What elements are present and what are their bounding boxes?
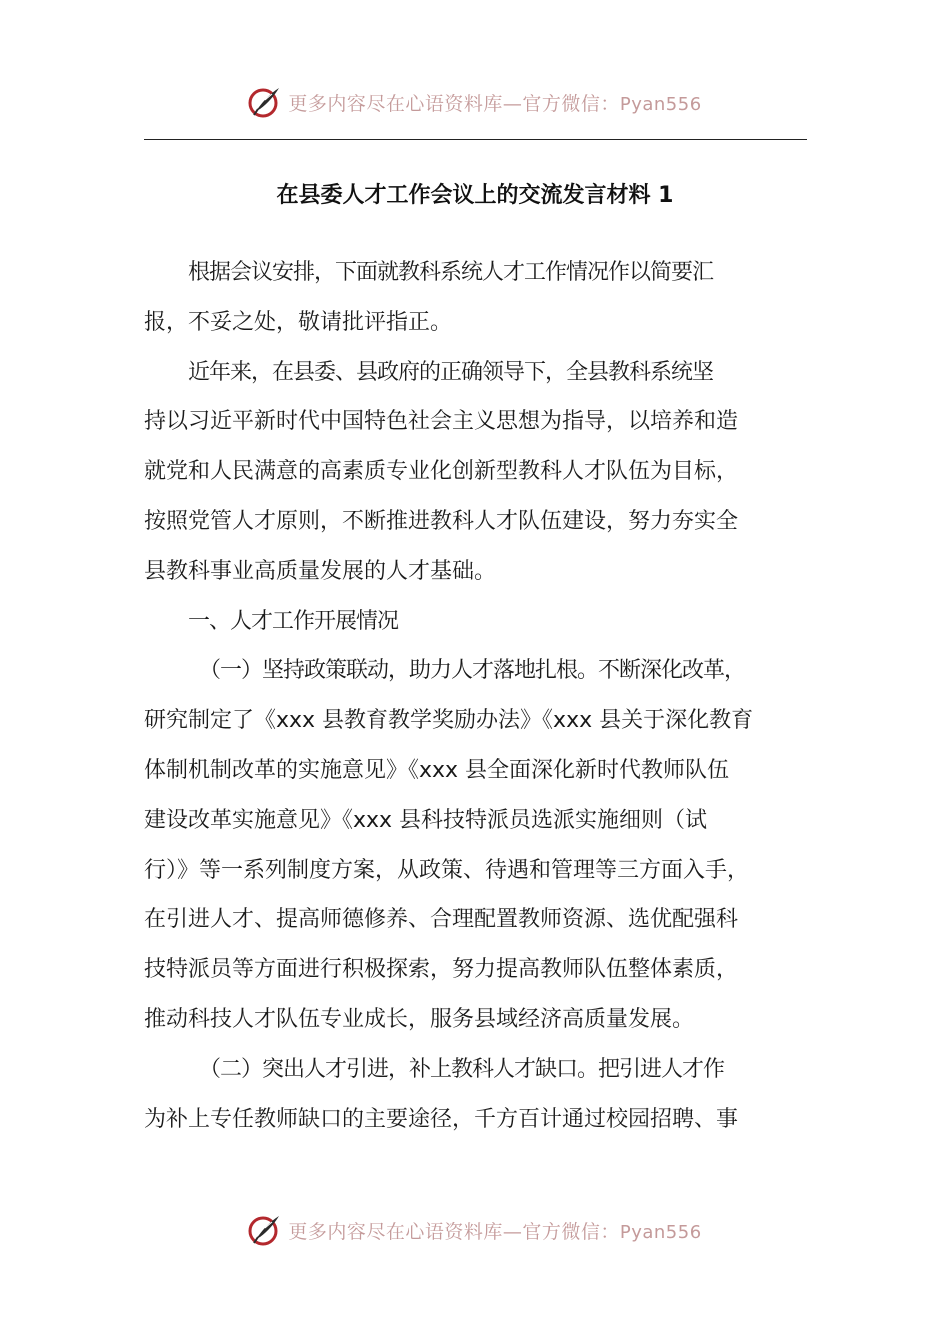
text-line: 报，不妥之处，敬请批评指正。 <box>144 309 453 335</box>
text-line: 体制机制改革的实施意见》《xxx 县全面深化新时代教师队伍 <box>144 757 730 783</box>
header-brand-label: 更多内容尽在心语资料库—官方微信： <box>288 92 620 115</box>
document-title: 在县委人才工作会议上的交流发言材料 1 <box>276 183 674 208</box>
text-line: 推动科技人才队伍专业成长，服务县域经济高质量发展。 <box>144 1006 695 1032</box>
header-banner <box>0 80 950 124</box>
text-line: 在引进人才、提高师德修养、合理配置教师资源、选优配强科 <box>144 907 739 933</box>
header-divider <box>144 139 807 140</box>
text-line: 县教科事业高质量发展的人才基础。 <box>144 558 497 584</box>
text-line: 技特派员等方面进行积极探索，努力提高教师队伍整体素质， <box>144 957 739 983</box>
paragraph-intro <box>144 248 807 348</box>
footer-wechat-id: Pyan556 <box>619 1221 702 1243</box>
text-line: 就党和人民满意的高素质专业化创新型教科人才队伍为目标， <box>144 459 739 485</box>
header-wechat-id: Pyan556 <box>619 93 702 115</box>
text-line: 一、人才工作开展情况 <box>188 608 399 634</box>
footer-banner <box>0 1208 950 1252</box>
text-line: 为补上专任教师缺口的主要途径，千方百计通过校园招聘、事 <box>144 1106 739 1132</box>
paragraph-overview <box>144 348 807 597</box>
text-line: 行）》等一系列制度方案，从政策、待遇和管理等三方面入手， <box>144 857 750 883</box>
section-heading <box>144 597 807 647</box>
text-line: 研究制定了《xxx 县教育教学奖励办法》《xxx 县关于深化教育 <box>144 708 754 734</box>
footer-brand-label: 更多内容尽在心语资料库—官方微信： <box>288 1220 620 1243</box>
text-line: 按照党管人才原则，不断推进教科人才队伍建设，努力夯实全 <box>144 508 739 534</box>
quill-logo-icon <box>248 1213 282 1247</box>
text-line: 持以习近平新时代中国特色社会主义思想为指导，以培养和造 <box>144 409 739 435</box>
paragraph-policy <box>144 646 807 1044</box>
header-brand-text <box>288 89 701 116</box>
paragraph-recruitment <box>144 1045 807 1145</box>
text-line: （二）突出人才引进，补上教科人才缺口。把引进人才作 <box>199 1056 725 1082</box>
text-line: 根据会议安排，下面就教科系统人才工作情况作以简要汇 <box>188 260 714 285</box>
quill-logo-icon <box>248 85 282 119</box>
footer-brand-text <box>288 1217 701 1244</box>
text-line: 建设改革实施意见》《xxx 县科技特派员选派实施细则（试 <box>144 807 708 833</box>
text-line: （一）坚持政策联动，助力人才落地扎根。不断深化改革， <box>199 658 746 684</box>
text-line: 近年来，在县委、县政府的正确领导下，全县教科系统坚 <box>188 359 714 385</box>
document-body <box>144 248 807 1144</box>
